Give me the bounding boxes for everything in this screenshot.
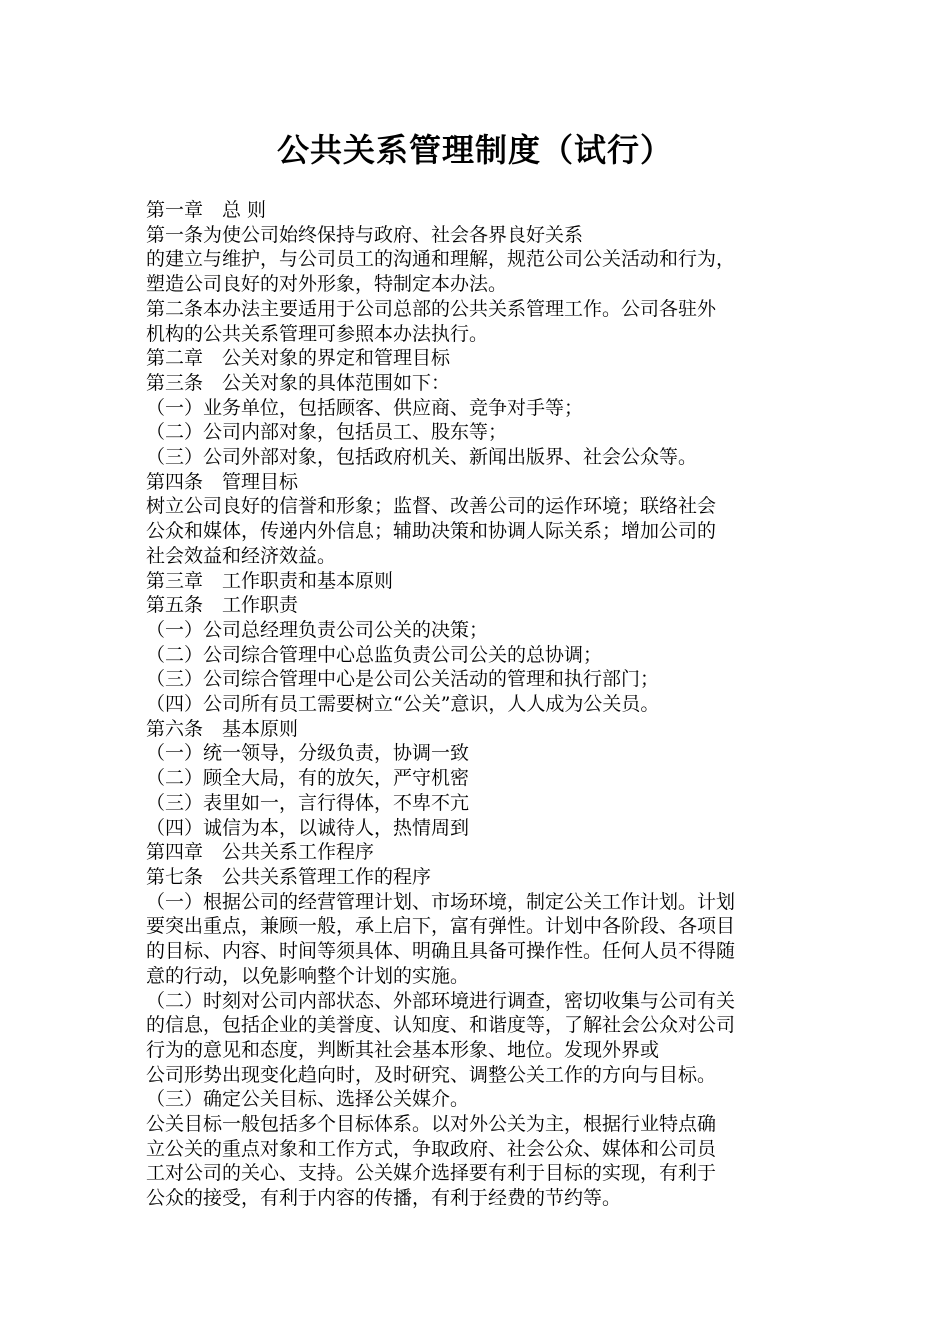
text-line: （四）公司所有员工需要树立“公关”意识，人人成为公关员。 [146, 693, 660, 716]
document-title: 公共关系管理制度（试行） [276, 131, 673, 169]
text-line: 机构的公共关系管理可参照本办法执行。 [146, 322, 489, 345]
text-line: 公众的接受，有利于内容的传播，有利于经费的节约等。 [146, 1187, 622, 1210]
text-line: （一）业务单位，包括顾客、供应商、竞争对手等； [146, 396, 584, 419]
text-line: 第一条为使公司始终保持与政府、社会各界良好关系 [146, 223, 584, 246]
text-line: （三）表里如一，言行得体，不卑不亢 [146, 791, 470, 814]
text-line: （二）公司内部对象，包括员工、股东等； [146, 421, 508, 444]
text-line: 第三条 公关对象的具体范围如下： [146, 371, 451, 394]
text-line: 意的行动，以免影响整个计划的实施。 [146, 964, 470, 987]
text-line: 第二章 公关对象的界定和管理目标 [146, 347, 451, 370]
text-line: 第四条 管理目标 [146, 470, 299, 493]
text-line: （一）统一领导，分级负责，协调一致 [146, 742, 470, 765]
text-line: 工对公司的关心、支持。公关媒介选择要有利于目标的实现，有利于 [146, 1162, 717, 1185]
text-line: （三）公司综合管理中心是公司公关活动的管理和执行部门； [146, 668, 660, 691]
text-line: （二）时刻对公司内部状态、外部环境进行调查，密切收集与公司有关 [146, 989, 736, 1012]
text-line: 塑造公司良好的对外形象，特制定本办法。 [146, 273, 508, 296]
text-line: 第六条 基本原则 [146, 717, 299, 740]
document-body [146, 198, 814, 1211]
text-line: （一）公司总经理负责公司公关的决策； [146, 618, 489, 641]
text-line: 第五条 工作职责 [146, 594, 299, 617]
text-line: 行为的意见和态度，判断其社会基本形象、地位。发现外界或 [146, 1038, 660, 1061]
text-line: （三）确定公关目标、选择公关媒介。 [146, 1088, 470, 1111]
text-line: 第一章 总 则 [146, 199, 267, 221]
text-line: （二）顾全大局，有的放矢，严守机密 [146, 767, 470, 790]
text-line: 的建立与维护，与公司员工的沟通和理解，规范公司公关活动和行为， [146, 248, 736, 271]
text-line: 树立公司良好的信誉和形象；监督、改善公司的运作环境；联络社会 [146, 495, 717, 518]
text-line: （二）公司综合管理中心总监负责公司公关的总协调； [146, 643, 603, 666]
text-line: 社会效益和经济效益。 [146, 544, 337, 567]
text-line: 立公关的重点对象和工作方式，争取政府、社会公众、媒体和公司员 [146, 1137, 717, 1160]
text-line: 第三章 工作职责和基本原则 [146, 569, 394, 592]
text-line: 的目标、内容、时间等须具体、明确且具备可操作性。任何人员不得随 [146, 940, 736, 963]
text-line: 公司形势出现变化趋向时，及时研究、调整公关工作的方向与目标。 [146, 1063, 717, 1086]
text-line: 第七条 公共关系管理工作的程序 [146, 865, 432, 888]
text-line: （三）公司外部对象，包括政府机关、新闻出版界、社会公众等。 [146, 446, 698, 469]
text-line: 第二条本办法主要适用于公司总部的公共关系管理工作。公司各驻外 [146, 297, 717, 320]
text-line: 要突出重点，兼顾一般，承上启下，富有弹性。计划中各阶段、各项目 [146, 915, 736, 938]
text-line: （四）诚信为本，以诚待人，热情周到 [146, 816, 470, 839]
text-line: 的信息，包括企业的美誉度、认知度、和谐度等，了解社会公众对公司 [146, 1014, 736, 1037]
text-line: （一）根据公司的经营管理计划、市场环境，制定公关工作计划。计划 [146, 890, 736, 913]
text-line: 第四章 公共关系工作程序 [146, 841, 375, 864]
text-line: 公关目标一般包括多个目标体系。以对外公关为主，根据行业特点确 [146, 1113, 717, 1136]
text-line: 公众和媒体，传递内外信息；辅助决策和协调人际关系；增加公司的 [146, 520, 717, 543]
